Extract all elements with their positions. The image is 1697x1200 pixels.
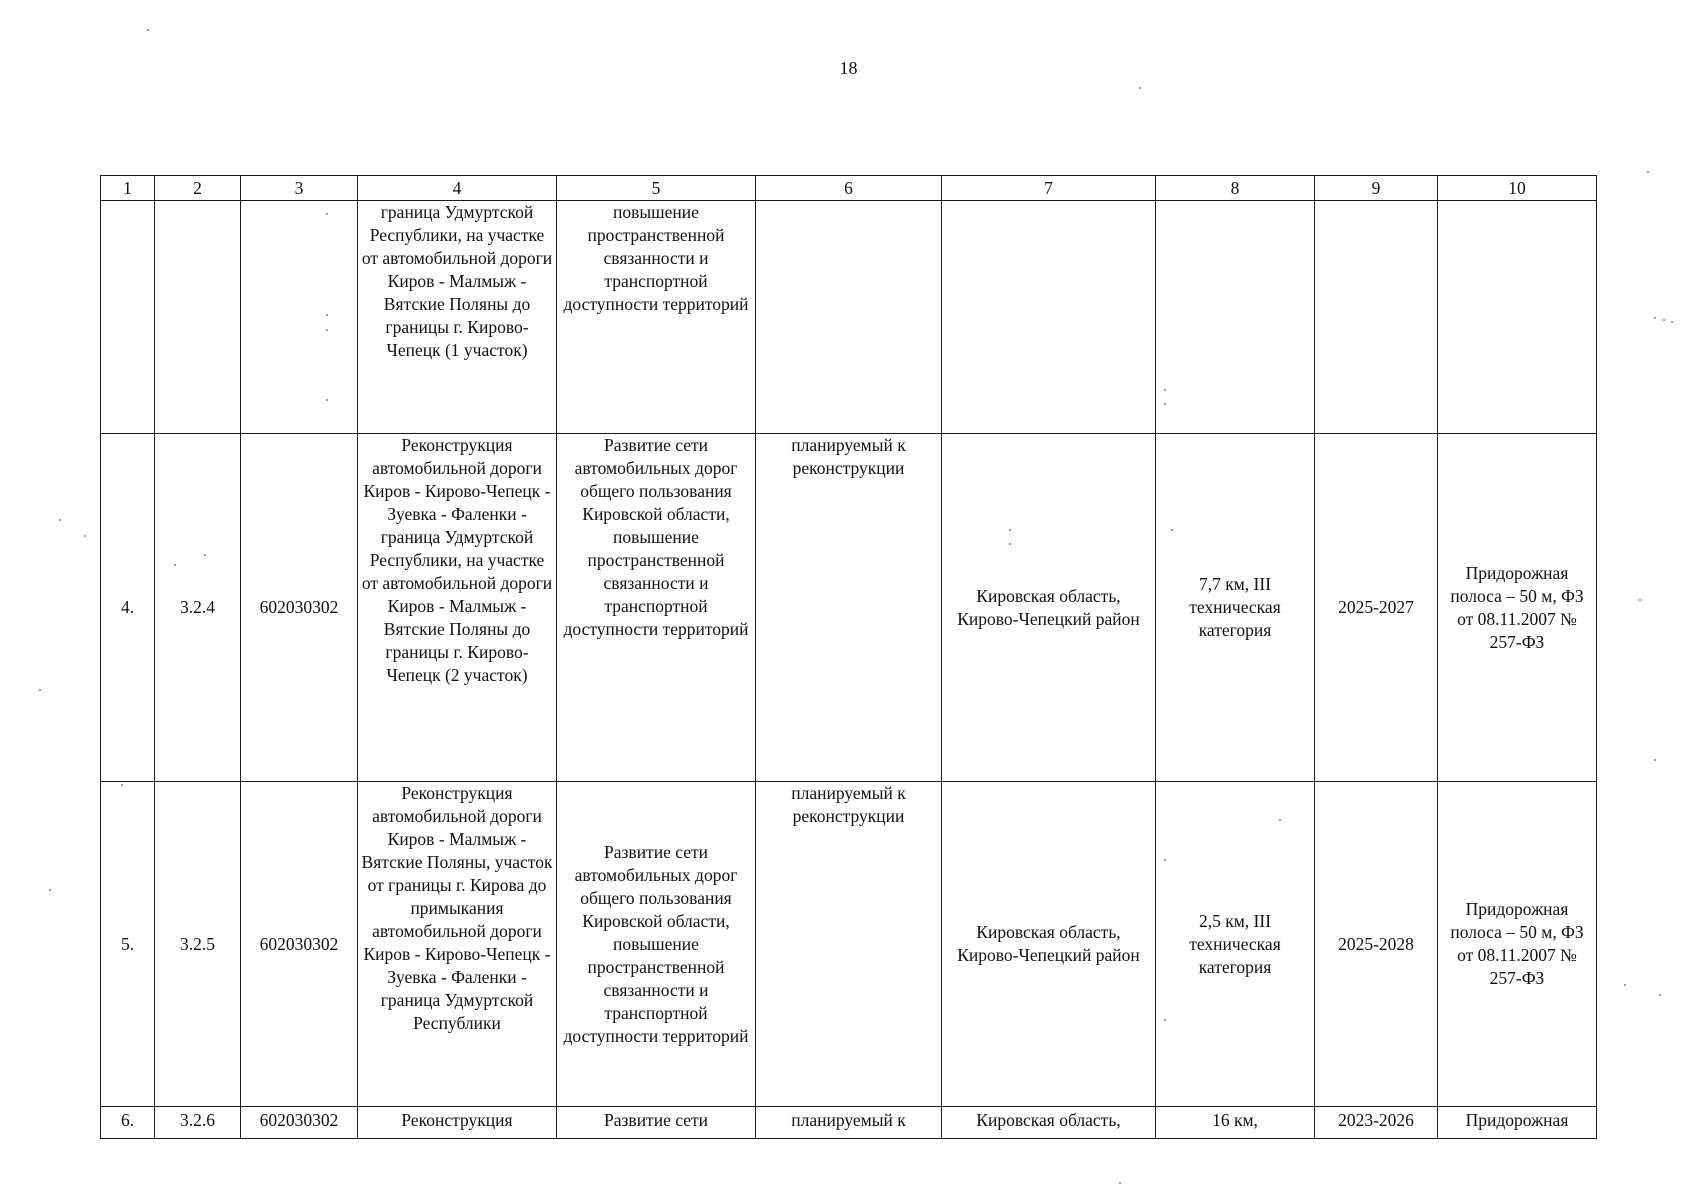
cell-purpose: повышение пространственной связанности и транспортной доступности территорий	[557, 201, 756, 434]
cell-characteristics: 7,7 км, III техническая категория	[1156, 434, 1315, 782]
cell-period: 2025-2028	[1315, 782, 1438, 1107]
table-row	[101, 201, 1597, 434]
column-header: 7	[942, 176, 1156, 201]
column-header: 8	[1156, 176, 1315, 201]
cell-characteristics: 16 км,	[1156, 1107, 1315, 1139]
cell-object-name: Реконструкция	[358, 1107, 557, 1139]
document-table	[100, 175, 1597, 1139]
cell-status: планируемый к	[756, 1107, 942, 1139]
cell-code: 3.2.4	[155, 434, 241, 782]
cell-characteristics: 2,5 км, III техническая категория	[1156, 782, 1315, 1107]
cell-oktmo: 602030302	[241, 782, 358, 1107]
column-header: 5	[557, 176, 756, 201]
cell-zone: Придорожная	[1438, 1107, 1597, 1139]
cell-oktmo: 602030302	[241, 1107, 358, 1139]
cell-code	[155, 201, 241, 434]
column-header: 9	[1315, 176, 1438, 201]
page-number: 18	[839, 58, 858, 78]
column-header: 10	[1438, 176, 1597, 201]
cell-characteristics	[1156, 201, 1315, 434]
column-header: 6	[756, 176, 942, 201]
cell-code: 3.2.5	[155, 782, 241, 1107]
cell-location	[942, 201, 1156, 434]
cell-period	[1315, 201, 1438, 434]
cell-zone: Придорожная полоса – 50 м, ФЗ от 08.11.2007 № 257-ФЗ	[1438, 434, 1597, 782]
cell-object-name: граница Удмуртской Республики, на участке от автомобильной дороги Киров - Малмыж - Вятские Поляны до границы г. Кирово-Чепецк (1 участок)	[358, 201, 557, 434]
cell-object-name: Реконструкция автомобильной дороги Киров - Кирово-Чепецк - Зуевка - Фаленки - граница Удмуртской Республики, на участке от автомобильной дороги Киров - Малмыж - Вятские Поляны до границы г. Кирово-Чепецк (2 участок)	[358, 434, 557, 782]
cell-location: Кировская область,	[942, 1107, 1156, 1139]
table-row	[101, 782, 1597, 1107]
cell-purpose: Развитие сети автомобильных дорог общего пользования Кировской области, повышение пространственной связанности и транспортной доступности территорий	[557, 434, 756, 782]
table-header-row	[101, 176, 1597, 201]
cell-status: планируемый к реконструкции	[756, 434, 942, 782]
cell-purpose: Развитие сети автомобильных дорог общего пользования Кировской области, повышение пространственной связанности и транспортной доступности территорий	[557, 782, 756, 1107]
table-row	[101, 434, 1597, 782]
cell-number: 4.	[101, 434, 155, 782]
cell-location: Кировская область, Кирово-Чепецкий район	[942, 782, 1156, 1107]
cell-period: 2023-2026	[1315, 1107, 1438, 1139]
cell-status: планируемый к реконструкции	[756, 782, 942, 1107]
cell-purpose: Развитие сети	[557, 1107, 756, 1139]
column-header: 2	[155, 176, 241, 201]
table-row	[101, 1107, 1597, 1139]
cell-oktmo	[241, 201, 358, 434]
cell-status	[756, 201, 942, 434]
column-header: 1	[101, 176, 155, 201]
cell-period: 2025-2027	[1315, 434, 1438, 782]
cell-zone	[1438, 201, 1597, 434]
cell-zone: Придорожная полоса – 50 м, ФЗ от 08.11.2007 № 257-ФЗ	[1438, 782, 1597, 1107]
cell-number: 5.	[101, 782, 155, 1107]
cell-object-name: Реконструкция автомобильной дороги Киров - Малмыж - Вятские Поляны, участок от границы г. Кирова до примыкания автомобильной дороги Киров - Кирово-Чепецк - Зуевка - Фаленки - граница Удмуртской Республики	[358, 782, 557, 1107]
cell-number: 6.	[101, 1107, 155, 1139]
cell-oktmo: 602030302	[241, 434, 358, 782]
cell-number	[101, 201, 155, 434]
column-header: 3	[241, 176, 358, 201]
cell-location: Кировская область, Кирово-Чепецкий район	[942, 434, 1156, 782]
column-header: 4	[358, 176, 557, 201]
cell-code: 3.2.6	[155, 1107, 241, 1139]
